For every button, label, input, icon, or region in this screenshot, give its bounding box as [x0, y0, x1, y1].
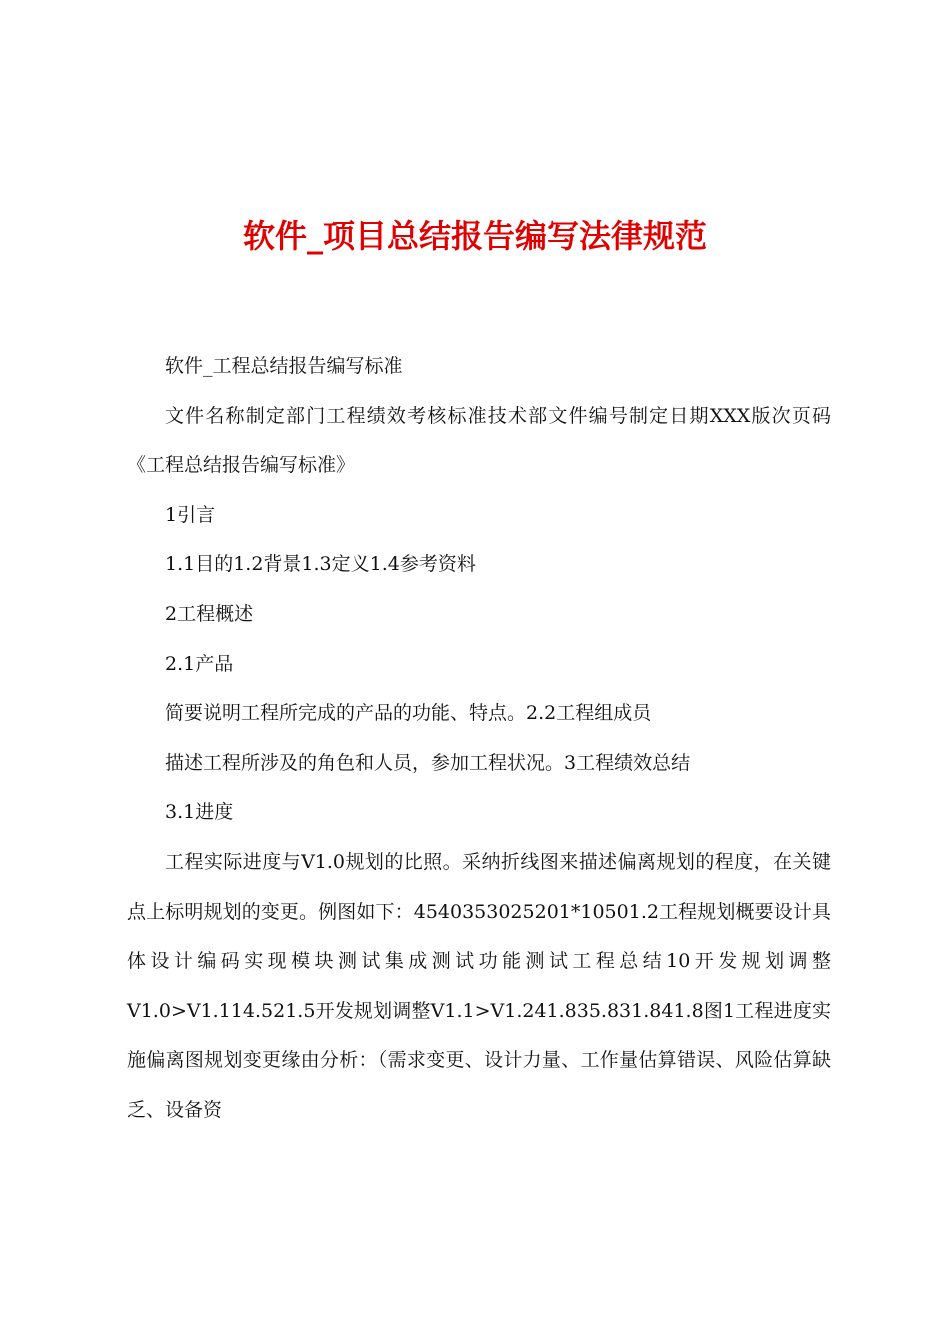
- document-title: 软件_项目总结报告编写法律规范: [242, 217, 707, 255]
- paragraph-subtitle: 软件_工程总结报告编写标准: [165, 355, 403, 377]
- heading-introduction: 1引言: [165, 503, 216, 526]
- paragraph-product-description: 简要说明工程所完成的产品的功能、特点。2.2工程组成员: [165, 702, 652, 725]
- heading-progress: 3.1进度: [165, 801, 234, 824]
- heading-product: 2.1产品: [165, 652, 234, 675]
- paragraph-team-description: 描述工程所涉及的角色和人员，参加工程状况。3工程绩效总结: [165, 751, 691, 774]
- heading-project-overview: 2工程概述: [165, 602, 254, 625]
- paragraph-progress-description: 工程实际进度与V1.0规划的比照。采纳折线图来描述偏离规划的程度，在关键点上标明规划的变更。例图如下：4540353025201*10501.2工程规划概要设计具体设计编码实现模块测试集成测试功能测试工程总结10开发规划调整V1.0>V1.114.521.5开发规划调整V1.1>V1.241.835.831.841.8图1工程进度实施偏离图规划变更缘由分析：（需求变更、设计力量、工作量估算错误、风险估算缺乏、设备资: [127, 850, 831, 1121]
- paragraph-intro-sections: 1.1目的1.2背景1.3定义1.4参考资料: [165, 553, 476, 576]
- document-body: [127, 342, 831, 1136]
- paragraph-file-info: 文件名称制定部门工程绩效考核标准技术部文件编号制定日期XXX版次页码《工程总结报告编写标准》: [127, 404, 831, 477]
